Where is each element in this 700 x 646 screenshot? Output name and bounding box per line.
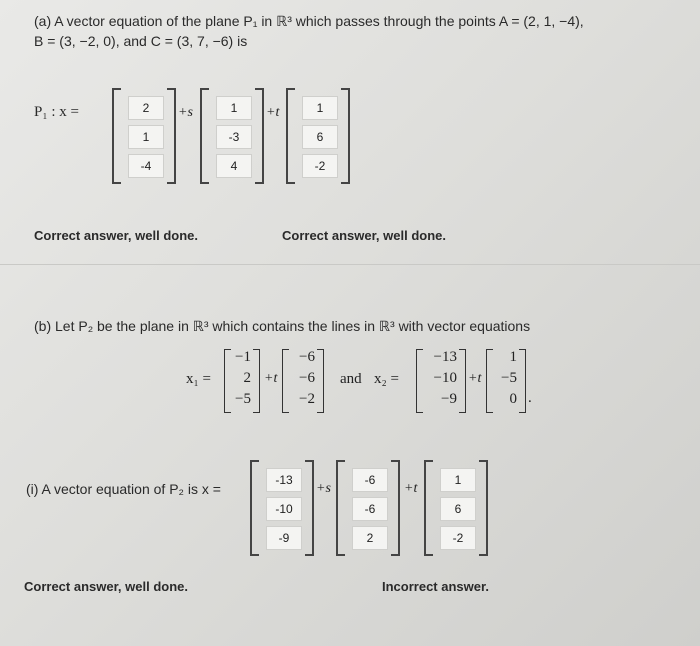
answer-vector-a-point: [112, 88, 176, 184]
x2-direction-vector: [486, 349, 526, 413]
section-divider: [0, 264, 700, 265]
answer-vector-bi-dir1: [336, 460, 400, 556]
x1-direction-vector: [282, 349, 324, 413]
x1-label: x₁ =: [186, 371, 211, 387]
feedback-a-right: Correct answer, well done.: [282, 228, 446, 243]
answer-vector-bi-dir2: [424, 460, 488, 556]
x1-dir-2: −6: [299, 370, 315, 386]
input-a-dir2-1[interactable]: 1: [302, 96, 338, 120]
plane-p1-label: P₁ : x =: [34, 104, 79, 120]
x1-point-1: −1: [235, 349, 251, 365]
input-a-point-1[interactable]: 2: [128, 96, 164, 120]
input-bi-point-2[interactable]: -10: [266, 497, 302, 521]
x2-point-1: −13: [433, 349, 457, 365]
x1-dir-3: −2: [299, 391, 315, 407]
plus-s-operator: +s: [178, 105, 193, 120]
feedback-bi-right: Incorrect answer.: [382, 579, 489, 594]
question-a-text-line2: B = (3, −2, 0), and C = (3, 7, −6) is: [34, 33, 248, 49]
input-a-point-3[interactable]: -4: [128, 154, 164, 178]
input-bi-dir1-1[interactable]: -6: [352, 468, 388, 492]
x1-point-2: 2: [243, 370, 251, 386]
feedback-a-left: Correct answer, well done.: [34, 228, 198, 243]
input-a-dir1-3[interactable]: 4: [216, 154, 252, 178]
input-bi-dir2-1[interactable]: 1: [440, 468, 476, 492]
x2-point-3: −9: [441, 391, 457, 407]
x2-dir-2: −5: [501, 370, 517, 386]
input-bi-dir2-3[interactable]: -2: [440, 526, 476, 550]
period: .: [528, 390, 532, 406]
bi-plus-s: +s: [316, 481, 331, 496]
input-bi-dir2-2[interactable]: 6: [440, 497, 476, 521]
question-a-text-line1: (a) A vector equation of the plane P₁ in ℝ³ which passes through the points A = (2, 1, −4),: [34, 13, 584, 29]
input-a-dir2-3[interactable]: -2: [302, 154, 338, 178]
input-bi-point-1[interactable]: -13: [266, 468, 302, 492]
input-a-dir1-1[interactable]: 1: [216, 96, 252, 120]
x2-point-vector: [416, 349, 466, 413]
input-a-dir1-2[interactable]: -3: [216, 125, 252, 149]
bi-plus-t: +t: [404, 481, 418, 496]
answer-vector-a-dir1: [200, 88, 264, 184]
x2-dir-1: 1: [509, 349, 517, 365]
x2-label: x₂ =: [374, 371, 399, 387]
x1-plus-t: +t: [264, 371, 278, 386]
feedback-bi-left: Correct answer, well done.: [24, 579, 188, 594]
input-bi-dir1-2[interactable]: -6: [352, 497, 388, 521]
and-text: and: [340, 371, 362, 387]
input-a-dir2-2[interactable]: 6: [302, 125, 338, 149]
x2-dir-3: 0: [509, 391, 517, 407]
x2-plus-t: +t: [468, 371, 482, 386]
question-b-text: (b) Let P₂ be the plane in ℝ³ which contains the lines in ℝ³ with vector equations: [34, 318, 531, 334]
answer-vector-a-dir2: [286, 88, 350, 184]
answer-vector-bi-point: [250, 460, 314, 556]
x1-point-3: −5: [235, 391, 251, 407]
input-a-point-2[interactable]: 1: [128, 125, 164, 149]
x1-dir-1: −6: [299, 349, 315, 365]
input-bi-dir1-3[interactable]: 2: [352, 526, 388, 550]
x2-point-2: −10: [433, 370, 457, 386]
input-bi-point-3[interactable]: -9: [266, 526, 302, 550]
plus-t-operator: +t: [266, 105, 280, 120]
question-bi-label: (i) A vector equation of P₂ is x =: [26, 481, 221, 497]
x1-point-vector: [224, 349, 260, 413]
